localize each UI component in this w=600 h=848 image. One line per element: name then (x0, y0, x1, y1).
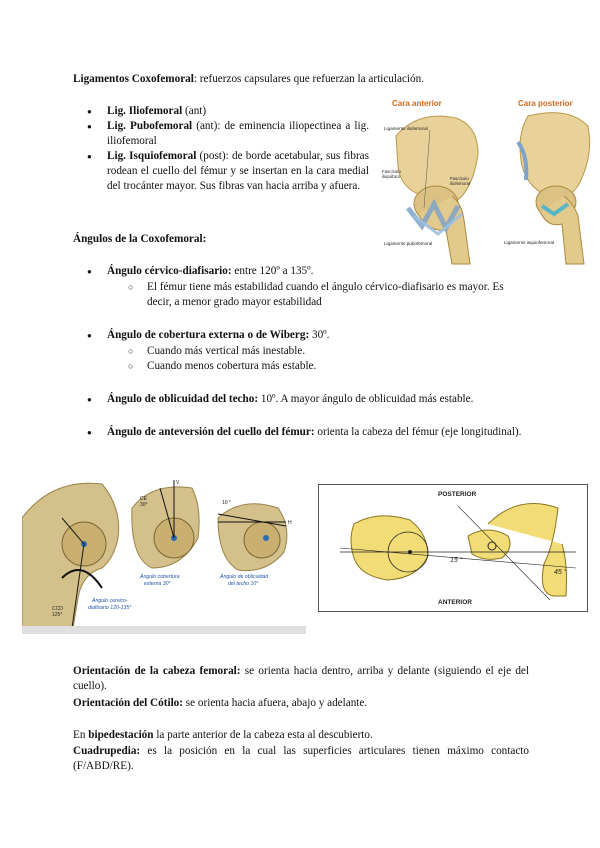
angle-name: Ángulo de cobertura externa o de Wiberg: (107, 329, 310, 341)
label-fasciculo-1: Fascículo (382, 169, 401, 174)
lig-desc: (post): de borde acetabular, sus fibras rodean el cuello del fémur y se insertan en la cara medial del trocánter mayor. Sus fibras van hacia arriba y afuera. (107, 150, 369, 192)
lig-desc: (ant) (182, 105, 207, 117)
ligament-list (73, 104, 369, 194)
angle-10-label: 10 ° (222, 500, 231, 506)
caption-oblicuidad-1: Ángulo de oblicuidad (220, 574, 269, 580)
bipedestacion-pre: En (73, 729, 89, 741)
bipedestacion-text: la parte anterior de la cabeza esta al descubierto. (153, 729, 373, 741)
angle-list-2 (73, 328, 531, 343)
angle-name: Ángulo de oblicuidad del techo: (107, 393, 259, 405)
angle-sublist-2 (73, 344, 531, 374)
angles-heading-block (73, 232, 373, 247)
sub-item: ○ Cuando más vertical más inestable. (73, 344, 531, 359)
angle-name: Ángulo de anteversión del cuello del fémur: (107, 426, 315, 438)
ccd-value: 125° (52, 612, 63, 618)
angle-list-4 (73, 425, 525, 440)
orientacion-cotilo-heading: Orientación del Cótilo: (73, 697, 183, 709)
lig-name: Lig. Pubofemoral (107, 120, 193, 132)
angles-heading: Ángulos de la Coxofemoral: (73, 233, 207, 245)
ligamentos-intro-text: : refuerzos capsulares que refuerzan la articulación. (193, 73, 425, 85)
angle-value: orienta la cabeza del fémur (eje longitudinal). (314, 426, 522, 438)
list-item (73, 425, 525, 440)
ligamentos-intro (73, 72, 533, 87)
sub-item: ○ Cuando menos cobertura más estable. (73, 359, 531, 374)
orientacion-cotilo (73, 696, 529, 711)
list-item (73, 328, 531, 343)
angle-value: 10º. A mayor ángulo de oblicuidad más estable. (258, 393, 474, 405)
label-iliofemoral: Ligamento iliofemoral (384, 126, 428, 131)
lig-name: Lig. Iliofemoral (107, 105, 183, 117)
label-pubofemoral: Ligamento pubofemoral (384, 241, 433, 246)
sub-item: ○ El fémur tiene más estabilidad cuando el ángulo cérvico-diafisario es mayor. Es decir, a menor grado mayor estabilidad (73, 280, 531, 310)
ccd-label: CCD (52, 606, 63, 612)
angle-45: 45 ° (554, 569, 567, 576)
hip-ligaments-figure (378, 96, 596, 266)
label-iliofemoral-2: iliofemoral (450, 181, 471, 186)
list-item (73, 392, 531, 407)
hip-angles-figure (22, 478, 306, 634)
bipedestacion (73, 728, 529, 743)
label-fasciculo-2: Fascículo (450, 176, 469, 181)
list-item (73, 149, 369, 194)
anterior-label: ANTERIOR (438, 599, 472, 606)
caption-cervico-2: diafisario 120-135° (88, 605, 132, 611)
h-label: H (288, 520, 292, 526)
list-item (73, 264, 531, 279)
caption-cobertura-1: Ángulo cobertura (140, 574, 180, 580)
orientacion-cotilo-text: se orienta hacia afuera, abajo y adelante. (183, 697, 368, 709)
label-iliopubico: iliopúbico (382, 174, 401, 179)
orientacion-cabeza (73, 664, 529, 694)
lig-desc: (ant): de eminencia iliopectinea a lig. iliofemoral (107, 120, 370, 147)
orientacion-cabeza-heading: Orientación de la cabeza femoral: (73, 665, 241, 677)
caption-oblicuidad-2: del techo 10° (228, 581, 259, 587)
cuadrupedia-heading: Cuadrupedia: (73, 745, 141, 757)
anteversion-figure (318, 484, 588, 612)
angle-name: Ángulo cérvico-diafisario: (107, 265, 232, 277)
anterior-title: Cara anterior (392, 99, 442, 108)
angle-value: 30º. (309, 329, 330, 341)
angle-list-1 (73, 264, 531, 279)
v-label: V (176, 480, 180, 486)
bipedestacion-heading: bipedestación (88, 729, 154, 741)
ce-label: CE (140, 496, 147, 502)
orientacion-cabeza-text: se orienta hacia dentro, arriba y delante (siguiendo el eje del cuello). (73, 665, 529, 692)
cuadrupedia-text: es la posición en la cual las superficies articulares tienen máximo contacto (F/ABD/RE). (73, 745, 529, 772)
angle-list-3 (73, 392, 531, 407)
posterior-label: POSTERIOR (438, 491, 477, 498)
cuadrupedia (73, 744, 529, 774)
posterior-title: Cara posterior (518, 99, 573, 108)
ligamentos-heading: Ligamentos Coxofemoral (73, 73, 194, 85)
caption-cervico-1: Ángulo cervico- (92, 598, 128, 604)
lig-name: Lig. Isquiofemoral (107, 150, 197, 162)
list-item (73, 104, 369, 119)
angle-15: 15 ° (450, 557, 463, 564)
label-isquiofemoral: Ligamento isquiofemoral (504, 240, 555, 245)
list-item (73, 119, 369, 149)
angle-sublist-1 (73, 280, 531, 310)
angle-value: entre 120º a 135º. (231, 265, 314, 277)
ce-value: 30° (140, 502, 148, 508)
caption-cobertura-2: externa 30° (144, 581, 171, 587)
